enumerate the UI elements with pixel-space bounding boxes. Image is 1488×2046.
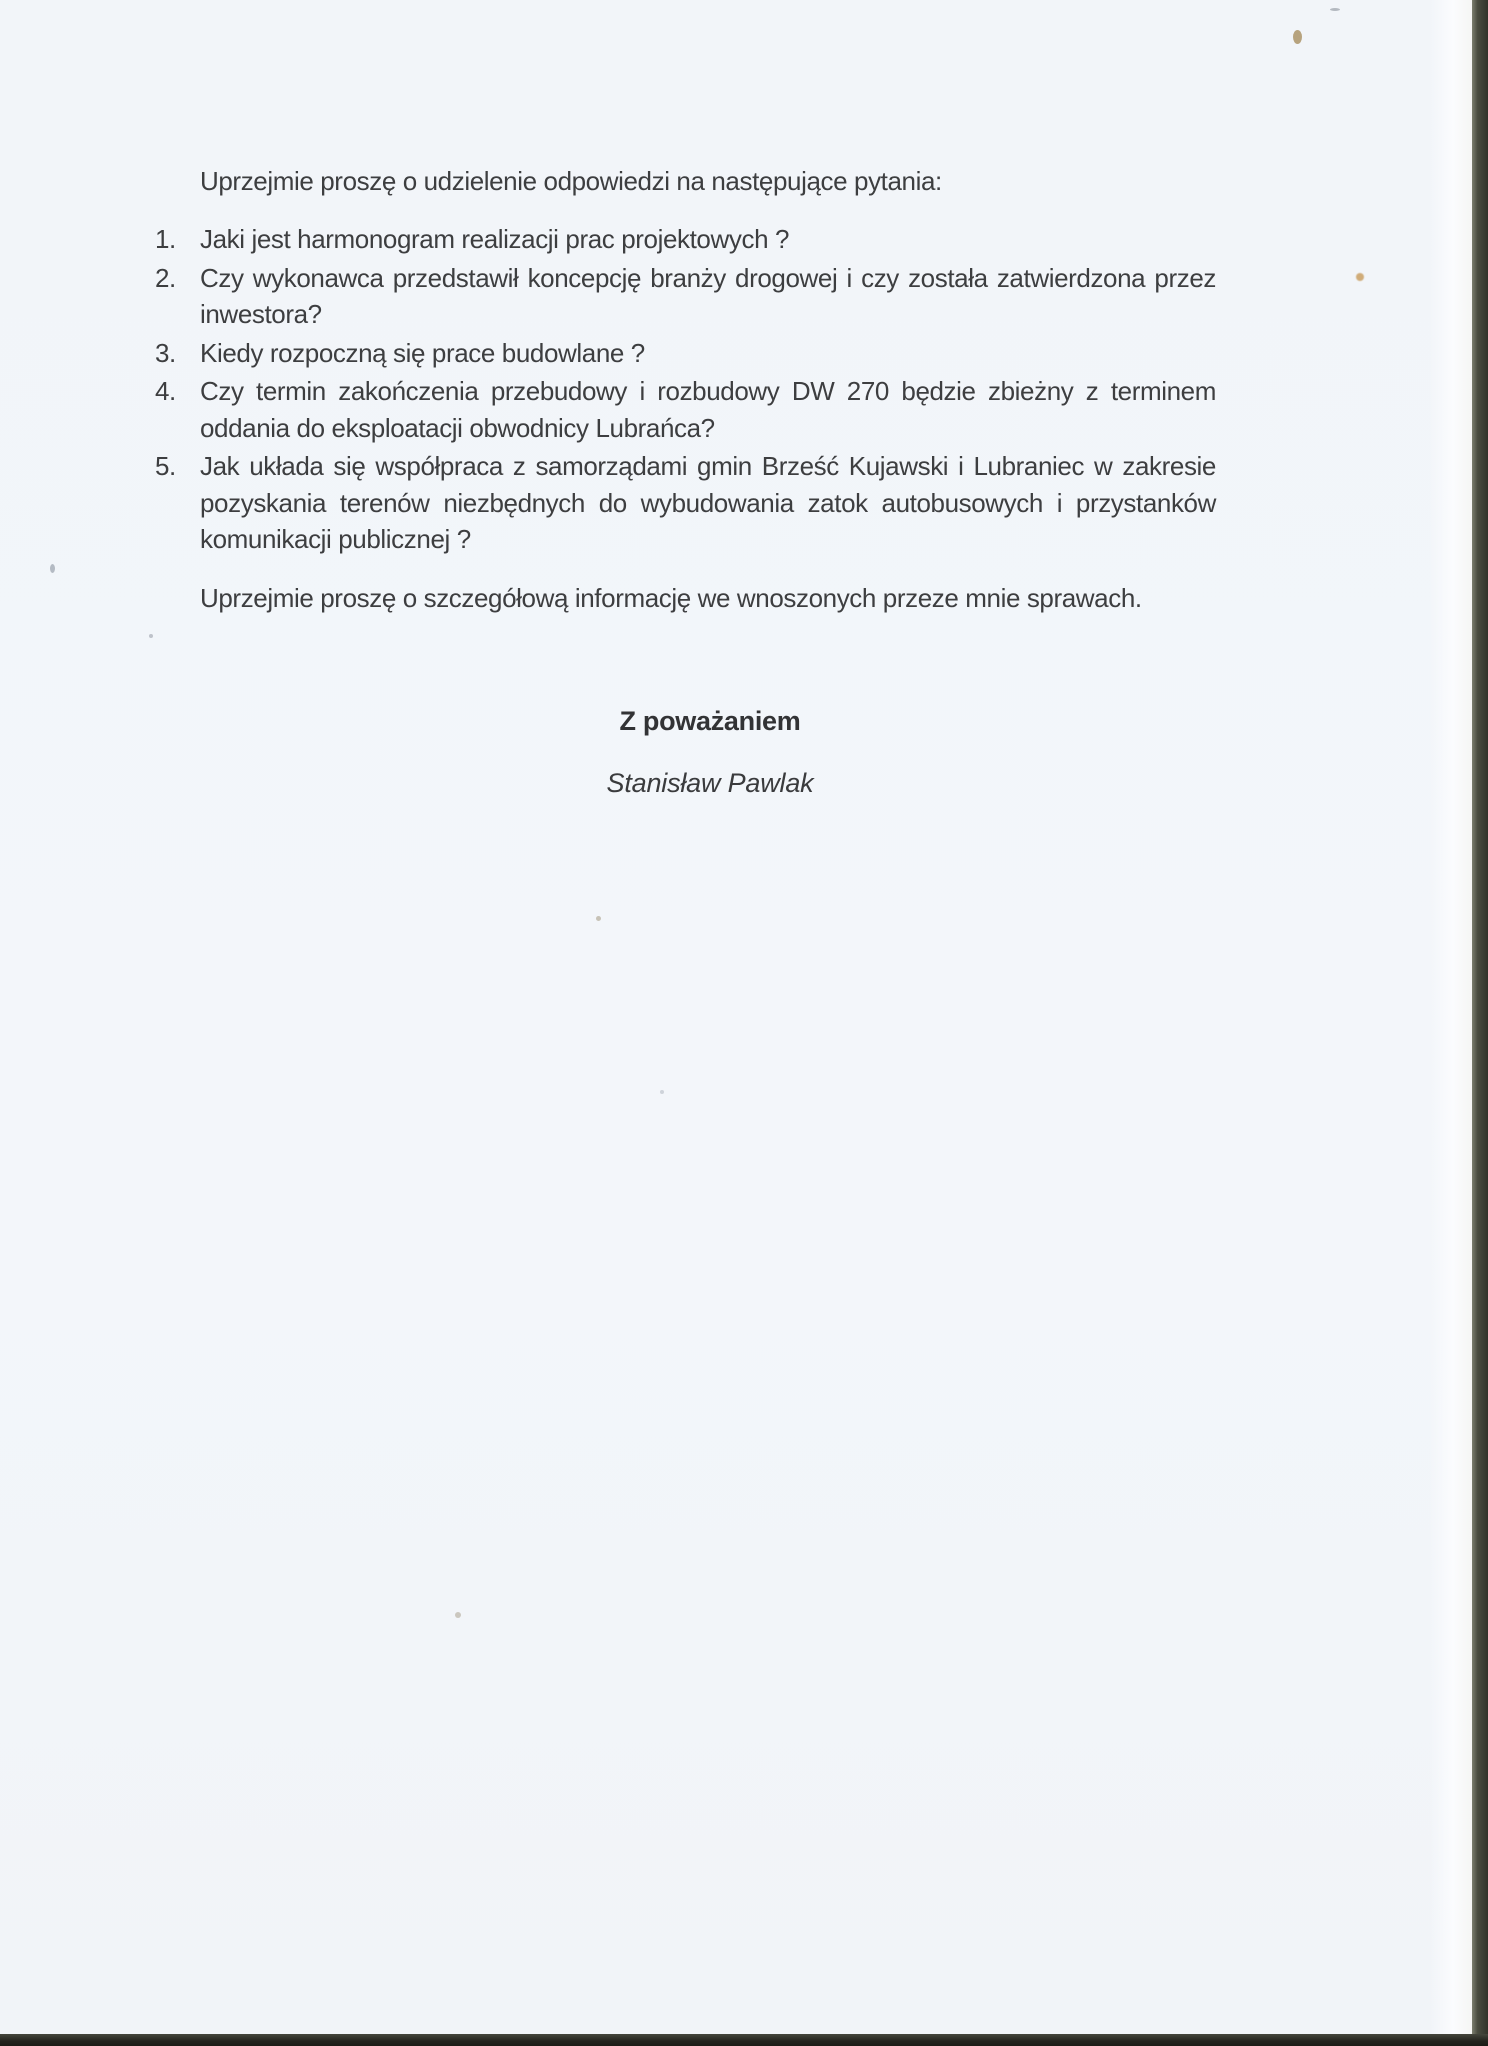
scan-speck [1330,8,1340,11]
question-text: Kiedy rozpoczną się prace budowlane ? [200,337,645,368]
questions-list [155,221,1216,560]
scan-speck [455,1612,461,1618]
question-item-3 [155,335,1216,372]
question-item-2 [155,260,1216,333]
page-edge-highlight [1430,0,1472,2046]
question-number: 5. [155,451,176,481]
closing-paragraph: Uprzejmie proszę o szczegółową informację we wnoszonych przeze mnie sprawach. [200,583,1142,613]
valediction: Z poważaniem [619,706,801,736]
scan-speck [596,916,601,921]
question-item-5 [155,448,1216,558]
question-text: Czy termin zakończenia przebudowy i rozbudowy DW 270 będzie zbieżny z terminem oddania do eksploatacji obwodnicy Lubrańca? [200,376,1216,443]
scan-speck [1356,273,1364,281]
question-text: Jak układa się współpraca z samorządami gmin Brześć Kujawski i Lubraniec w zakresie pozyskania terenów niezbędnych do wybudowania zatok autobusowych i przystanków komunikacji publicznej ? [200,451,1216,554]
question-number: 4. [155,376,176,406]
question-number: 2. [155,262,176,293]
scan-edge-right [1472,0,1488,2046]
question-text: Jaki jest harmonogram realizacji prac projektowych ? [200,224,790,254]
scan-speck [50,564,55,573]
question-number: 3. [155,337,176,368]
question-text: Czy wykonawca przedstawił koncepcję branży drogowej i czy została zatwierdzona przez inwestora? [200,262,1216,329]
intro-paragraph: Uprzejmie proszę o udzielenie odpowiedzi na następujące pytania: [200,166,942,196]
question-number: 1. [155,224,176,254]
scan-edge-bottom [0,2034,1488,2046]
question-item-1 [155,221,1216,258]
signature-name: Stanisław Pawlak [606,768,814,798]
scan-speck [149,634,153,638]
scan-speck [1293,30,1302,44]
question-item-4 [155,373,1216,446]
scan-speck [660,1090,664,1094]
